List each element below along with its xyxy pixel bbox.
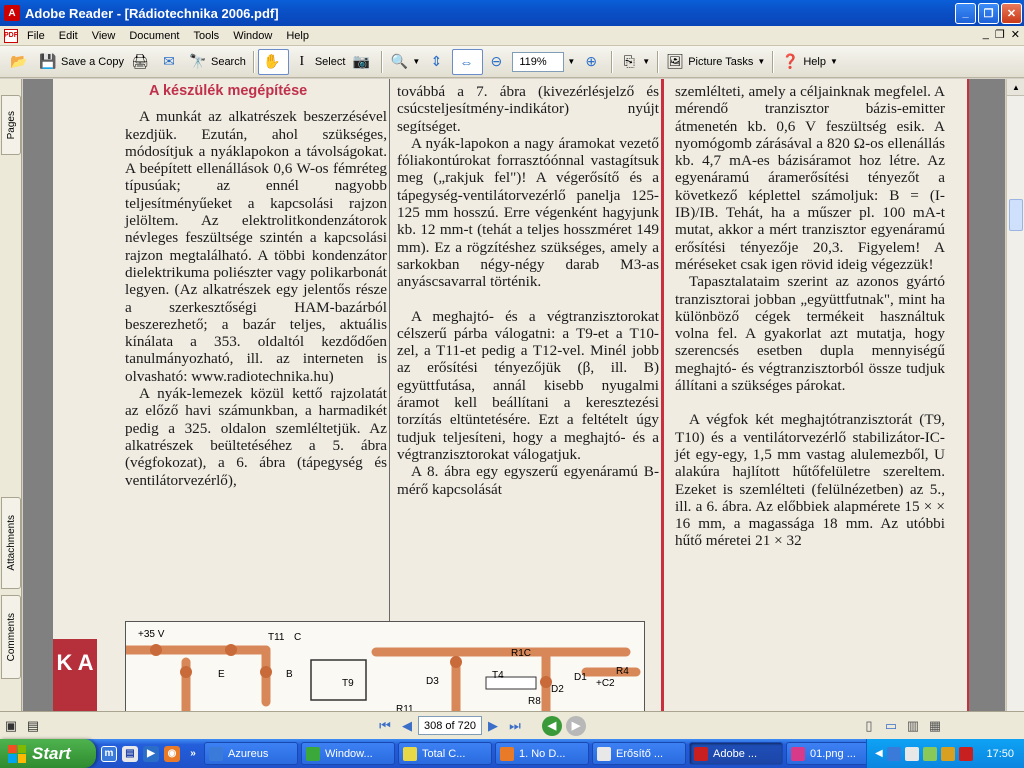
zoom-out-button[interactable] xyxy=(483,49,512,75)
circuit-board-drawing xyxy=(126,622,644,711)
circuit-label: E xyxy=(218,669,225,680)
page-edge-line xyxy=(967,79,969,711)
open-button[interactable] xyxy=(6,49,35,75)
tab-pages-label: Pages xyxy=(5,110,17,140)
tray-expand-icon[interactable]: ◀ xyxy=(875,748,883,759)
show-desktop-icon[interactable]: ▤ xyxy=(122,746,138,762)
hand-icon: ✋ xyxy=(263,53,281,69)
menu-view[interactable]: View xyxy=(91,29,116,42)
circuit-label: D1 xyxy=(574,672,587,683)
zoom-in-icon: ⊕ xyxy=(585,53,598,69)
paragraph: továbbá a 7. ábra (kivezérlésjelző és csúcsteljesítmény-indikátor) nyújt segítséget. xyxy=(397,83,659,135)
paragraph: szemlélteti, amely a céljainknak megfelel. A mérendő tranzisztor bázis-emitter átmenetén kb. 0,6 V feszültség esik. A nyomógomb zárásával a 820 Ω-os ellenállás kb. 4,7 mA-es bázisáramot hoz létre. Az egyenáramú áramerősítési tényezőt a következő képlettel számoljuk: B = (I-IB)/IB. Tehát, ha a műszer pl. 100 mA-t mutat, akkor a mért tranzisztor egyenáramú erősítési tényezője 20,3. Figyelem! A méréseket csak igen rövid ideig végezzük! xyxy=(675,83,945,273)
circuit-label: R8 xyxy=(528,696,541,707)
print-button[interactable] xyxy=(127,49,156,75)
tab-pages[interactable] xyxy=(1,95,21,155)
task-label: 01.png ... xyxy=(810,747,856,760)
task-erosito[interactable] xyxy=(592,742,686,765)
rotate-button[interactable] xyxy=(616,49,653,75)
fit-page-icon: ⇕ xyxy=(430,53,443,69)
disk-icon: 💾 xyxy=(39,53,57,69)
toolbar-separator xyxy=(611,51,612,73)
document-icon xyxy=(597,747,611,761)
chevron-down-icon: ▼ xyxy=(757,57,766,66)
circuit-figure xyxy=(125,621,645,711)
zoom-tool-button[interactable] xyxy=(386,49,423,75)
task-total-commander[interactable] xyxy=(398,742,492,765)
title-bar xyxy=(0,0,1024,26)
picture-tasks-button[interactable] xyxy=(662,49,768,75)
scrollbar-thumb[interactable] xyxy=(1009,199,1023,231)
pdf-page xyxy=(53,79,968,711)
document-view[interactable] xyxy=(23,79,1005,711)
task-label: 1. No D... xyxy=(519,747,566,760)
search-button[interactable] xyxy=(185,49,249,75)
picture-tasks-label: Picture Tasks xyxy=(688,55,754,68)
menu-bar xyxy=(0,26,1024,46)
circuit-label: R1C xyxy=(511,648,532,659)
task-adobe[interactable] xyxy=(689,742,783,765)
task-windows[interactable] xyxy=(301,742,395,765)
single-page-view-icon[interactable]: ▯ xyxy=(865,717,873,733)
save-copy-button[interactable] xyxy=(35,49,127,75)
toolbar-separator xyxy=(772,51,773,73)
select-tool-button[interactable] xyxy=(289,49,349,75)
circuit-label: +C2 xyxy=(596,678,615,689)
task-label: Erősítő ... xyxy=(616,747,664,760)
toolbar-separator xyxy=(657,51,658,73)
player-icon xyxy=(500,747,514,761)
windows-task-icon xyxy=(306,747,320,761)
size-icon[interactable]: ▤ xyxy=(26,717,40,733)
total-commander-icon xyxy=(403,747,417,761)
text-column-1 xyxy=(125,83,387,489)
task-label: Window... xyxy=(325,747,373,760)
circuit-label: T9 xyxy=(342,678,354,689)
menu-tools[interactable]: Tools xyxy=(193,29,220,42)
snapshot-button[interactable] xyxy=(348,49,377,75)
folder-open-icon: 📂 xyxy=(10,53,28,69)
first-page-button[interactable]: ⏮ xyxy=(379,717,391,733)
taskbar xyxy=(0,739,1024,768)
tab-attachments-label: Attachments xyxy=(5,515,17,571)
menu-edit[interactable]: Edit xyxy=(58,29,78,42)
camera-icon: 📷 xyxy=(352,53,371,69)
antivirus-icon[interactable] xyxy=(959,747,973,761)
circuit-label: D3 xyxy=(426,676,439,687)
search-label: Search xyxy=(210,55,246,68)
help-label: Help xyxy=(803,55,826,68)
chevron-down-icon: ▼ xyxy=(567,57,576,66)
save-copy-label: Save a Copy xyxy=(61,55,124,68)
paragraph: A munkát az alkatrészek beszerzésével kezdjük. Ezután, ahol szükséges, módosítjuk a nyáklapokon a távolságokat. A beépített ellenállások 0,6 W-os fémréteg típusúak; az ennél nagyobb teljesítményűeket a kapcsolási rajzon jelöltem. Az elektrolitkondenzátorok névleges feszültsége szintén a kapcsolási rajzon megtalálható. A többi kondenzátor dielektrikuma poliészter vagy polikarbonát legyen. (Az alkatrészek egy jelentős része a szerkesztőségi HAM-bazárból beszerezhető; a bazár teljes, aktuális kínálata a 353. oldaltól kezdődően tanulmányozható, ill. az interneten is olvasható: www.radiotechnika.hu) xyxy=(125,108,387,385)
tab-comments[interactable] xyxy=(1,595,21,679)
task-azureus[interactable] xyxy=(204,742,298,765)
page-layout-icon[interactable]: ▣ xyxy=(4,717,18,733)
facing-view-icon[interactable]: ▥ xyxy=(906,717,920,733)
task-label: Azureus xyxy=(228,747,269,760)
continuous-facing-view-icon[interactable]: ▦ xyxy=(928,717,942,733)
scroll-up-button[interactable]: ▲ xyxy=(1007,79,1024,96)
circuit-label: T11 xyxy=(268,632,285,643)
start-label: Start xyxy=(32,743,71,763)
task-label: Adobe ... xyxy=(713,747,758,760)
text-column-3 xyxy=(675,83,945,550)
zoom-input[interactable]: 119% xyxy=(512,52,564,72)
close-button[interactable]: ✕ xyxy=(1001,3,1022,24)
paragraph: Tapasztalataim szerint az azonos gyártó tranzisztorai jobban „együttfutnak", mint ha különböző cégek termékeit használtuk volna fel. A gyakorlat azt mutatja, hogy szerencsés esetben dupla mennyiségű meghajtó- és végtranzisztorból össze tudjuk állítani a szükséges párokat. xyxy=(675,273,945,395)
image-viewer-icon xyxy=(791,747,805,761)
zoom-in-button[interactable] xyxy=(578,49,607,75)
fit-width-button[interactable] xyxy=(452,49,483,75)
circuit-label: T4 xyxy=(492,670,504,681)
menu-file[interactable]: File xyxy=(27,29,45,42)
security-icon[interactable] xyxy=(941,747,955,761)
hand-tool-button[interactable] xyxy=(258,49,289,75)
menu-document[interactable]: Document xyxy=(129,29,180,42)
network-icon[interactable] xyxy=(887,747,901,761)
restore-button[interactable]: ❐ xyxy=(978,3,999,24)
help-button[interactable] xyxy=(777,49,841,75)
messenger-icon[interactable]: m xyxy=(101,746,117,762)
minimize-button[interactable]: _ xyxy=(955,3,976,24)
continuous-view-icon[interactable]: ▭ xyxy=(884,717,898,733)
paragraph: A végfok két meghajtótranzisztorát (T9, T10) és a ventilátorvezérlő stabilizátor-IC-jét egy-egy, 1,5 mm vastag alulemezből, U alakúra hajlított hűtőfelületre szereltem. Ezeket is szemlélteti (felülnézetben) az 5., ill. a 6. ábra. Az előbbiek alapmérete 15 × × 16 mm, a magassága 18 mm. Az utóbbi hűtő méretei 21 × 32 xyxy=(675,411,945,550)
azureus-icon xyxy=(209,747,223,761)
adobe-reader-icon xyxy=(694,747,708,761)
select-label: Select xyxy=(314,55,346,68)
circuit-label: D2 xyxy=(551,684,564,695)
windows-logo-icon xyxy=(8,745,26,763)
picture-icon: 🖼 xyxy=(666,53,685,69)
help-icon: ❓ xyxy=(781,53,800,69)
magnifier-icon: 🔍 xyxy=(390,53,409,69)
menu-window[interactable]: Window xyxy=(233,29,273,42)
column-divider xyxy=(661,79,664,711)
chevron-down-icon: ▼ xyxy=(642,57,651,66)
circuit-label: R11 xyxy=(396,704,414,711)
paragraph: A 8. ábra egy egyszerű egyenáramú B-mérő kapcsolását xyxy=(397,463,659,498)
circuit-label: +35 V xyxy=(138,629,165,640)
rotate-page-icon: ⎘ xyxy=(623,53,635,69)
navigation-pane xyxy=(0,79,22,711)
previous-page-button[interactable]: ◀ xyxy=(402,717,412,733)
section-heading: A készülék megépítése xyxy=(149,83,308,99)
circuit-label: C xyxy=(294,632,302,643)
page-number-field[interactable]: 308 of 720 xyxy=(418,716,482,735)
tab-comments-label: Comments xyxy=(5,612,17,662)
tab-attachments[interactable] xyxy=(1,497,21,589)
task-no-d[interactable] xyxy=(495,742,589,765)
binoculars-icon: 🔭 xyxy=(189,53,207,69)
menu-help[interactable]: Help xyxy=(286,29,309,42)
doc-minimize-icon[interactable]: _ xyxy=(982,28,989,40)
window-title: Adobe Reader - [Rádiotechnika 2006.pdf] xyxy=(25,5,279,21)
status-bar xyxy=(0,711,1024,739)
clock: 17:50 xyxy=(986,747,1014,760)
doc-restore-icon[interactable]: ❐ xyxy=(994,29,1005,41)
volume-icon[interactable] xyxy=(905,747,919,761)
doc-close-icon[interactable]: ✕ xyxy=(1010,29,1020,41)
email-icon: ✉ xyxy=(163,53,175,69)
adobe-reader-icon: A xyxy=(4,5,20,21)
fit-page-button[interactable] xyxy=(423,49,452,75)
pdf-document-icon[interactable]: PDF xyxy=(4,29,18,43)
zoom-out-icon: ⊖ xyxy=(490,53,503,69)
toolbar xyxy=(0,46,1024,78)
text-column-2 xyxy=(397,83,659,498)
chevron-right-icon[interactable]: » xyxy=(190,748,196,759)
vertical-scrollbar[interactable] xyxy=(1006,79,1024,711)
side-band: K A xyxy=(53,639,97,711)
media-icon[interactable]: ▶ xyxy=(143,746,159,762)
printer-icon: 🖨 xyxy=(131,53,149,69)
go-forward-button[interactable]: ▶ xyxy=(566,716,586,736)
paragraph: A meghajtó- és a végtranzisztorokat célszerű párba válogatni: a T9-et a T10-zel, a T11-et pedig a T12-vel. Minél jobb az erősítési tényezőjük (β, ill. B) együttfutása, annál kisebb nyugalmi áramot kell beállítani a keresztezési torzítás eltüntetésére. Ezt a feltételt úgy tudjuk teljesíteni, hogy a meghajtó- és a végtranzisztorokat válogatjuk. xyxy=(397,307,659,463)
toolbar-separator xyxy=(381,51,382,73)
column-divider xyxy=(389,79,390,711)
last-page-button[interactable]: ⏭ xyxy=(509,717,521,733)
chevron-down-icon: ▼ xyxy=(412,57,421,66)
circuit-label: B xyxy=(286,669,293,680)
chevron-down-icon: ▼ xyxy=(829,57,838,66)
text-cursor-icon: I xyxy=(299,53,305,69)
system-tray xyxy=(866,739,1024,768)
paragraph: A nyák-lapokon a nagy áramokat vezető fóliakontúrokat forrasztóónnal vastagítsuk meg („rakjuk fel")! A végerősítő és a tápegység-ventilátorvezérlő panelja 125-125 mm hosszú. Erre végenként hagyjunk kb. 12 mm-t (tehát a teljes hosszméret 149 mm). Ez a rögzítéshez szükséges, amely a sarkokban négy-négy darab M3-as anyáscsavarral történik. xyxy=(397,134,659,291)
toolbar-separator xyxy=(253,51,254,73)
fit-width-icon: ⇔ xyxy=(459,53,474,70)
next-page-button[interactable]: ▶ xyxy=(488,717,498,733)
browser-icon[interactable]: ◉ xyxy=(164,746,180,762)
circuit-label: R4 xyxy=(616,666,629,677)
zoom-dropdown[interactable] xyxy=(564,49,578,75)
go-back-button[interactable]: ◀ xyxy=(542,716,562,736)
email-button[interactable] xyxy=(156,49,185,75)
paragraph: A nyák-lemezek közül kettő rajzolatát az előző havi számunkban, a harmadikét pedig a 325. oldalon szemléltetjük. Az alkatrészek beültetéséhez a 5. ábra (végfokozat), a 6. ábra (tápegység és ventilátorvezérlő), xyxy=(125,385,387,489)
task-label: Total C... xyxy=(422,747,466,760)
start-button[interactable] xyxy=(0,739,96,768)
messenger-tray-icon[interactable] xyxy=(923,747,937,761)
